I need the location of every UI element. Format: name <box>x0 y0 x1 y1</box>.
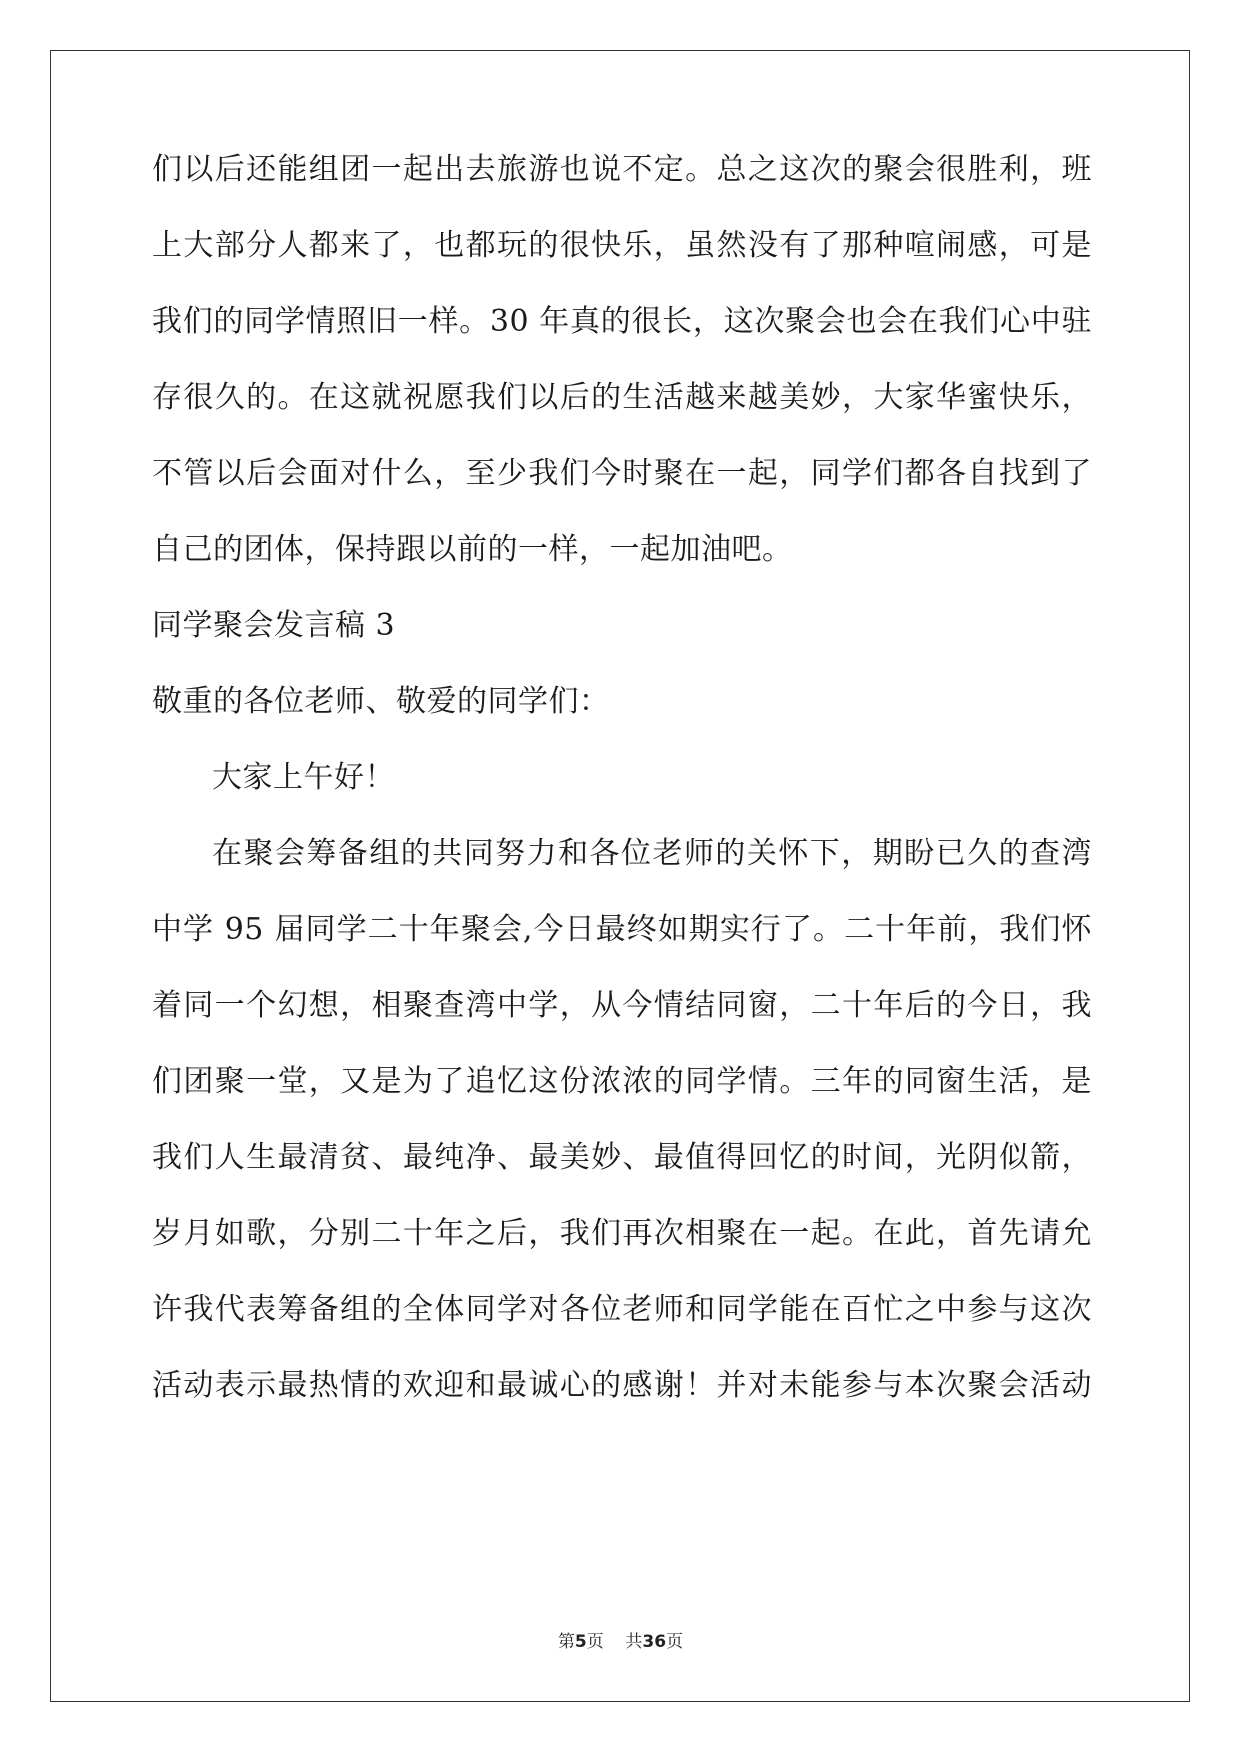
footer-prefix: 第 <box>557 1632 575 1652</box>
body-line: 许我代表筹备组的全体同学对各位老师和同学能在百忙之中参与这次 <box>152 1292 1092 1327</box>
greeting: 大家上午好！ <box>212 760 395 795</box>
footer-page-number: 5 <box>574 1632 587 1652</box>
section-heading: 同学聚会发言稿 3 <box>152 608 396 643</box>
body-line: 们以后还能组团一起出去旅游也说不定。总之这次的聚会很胜利，班 <box>152 152 1092 187</box>
body-line: 们团聚一堂，又是为了追忆这份浓浓的同学情。三年的同窗生活，是 <box>152 1064 1092 1099</box>
body-line: 自己的团体，保持跟以前的一样，一起加油吧。 <box>152 532 793 567</box>
body-line: 岁月如歌，分别二十年之后，我们再次相聚在一起。在此，首先请允 <box>152 1216 1092 1251</box>
page-border <box>50 50 1190 1702</box>
body-line: 着同一个幻想，相聚查湾中学，从今情结同窗，二十年后的今日，我 <box>152 988 1092 1023</box>
footer-page-suffix: 页 <box>586 1632 604 1652</box>
body-line: 不管以后会面对什么，至少我们今时聚在一起，同学们都各自找到了 <box>152 456 1092 491</box>
body-line: 我们人生最清贫、最纯净、最美妙、最值得回忆的时间，光阴似箭， <box>152 1140 1092 1175</box>
body-line: 存很久的。在这就祝愿我们以后的生活越来越美妙，大家华蜜快乐， <box>152 380 1092 415</box>
body-line: 我们的同学情照旧一样。30 年真的很长，这次聚会也会在我们心中驻 <box>152 304 1092 339</box>
page-footer <box>0 1627 1241 1652</box>
footer-total-prefix: 共 <box>625 1632 643 1652</box>
body-line: 中学 95 届同学二十年聚会,今日最终如期实行了。二十年前，我们怀 <box>152 912 1092 947</box>
body-line: 上大部分人都来了，也都玩的很快乐，虽然没有了那种喧闹感，可是 <box>152 228 1092 263</box>
body-line: 在聚会筹备组的共同努力和各位老师的关怀下，期盼已久的查湾 <box>212 836 1092 871</box>
salutation: 敬重的各位老师、敬爱的同学们： <box>152 684 610 719</box>
body-line: 活动表示最热情的欢迎和最诚心的感谢！并对未能参与本次聚会活动 <box>152 1368 1092 1403</box>
footer-total-suffix: 页 <box>666 1632 684 1652</box>
footer-total-pages: 36 <box>642 1632 667 1652</box>
